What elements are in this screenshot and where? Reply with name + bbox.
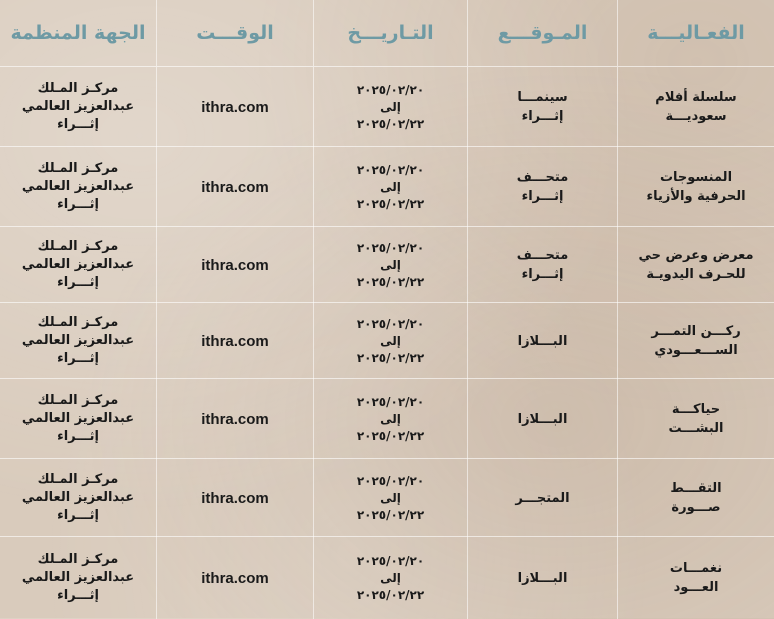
cell-event: [617, 227, 774, 303]
cell-date-text: [357, 316, 424, 367]
cell-time: [156, 303, 313, 379]
cell-location-text: [518, 410, 568, 429]
cell-location-text: [518, 332, 568, 351]
table-header-row: [0, 0, 774, 66]
cell-event: [617, 147, 774, 227]
cell-organizer: [0, 379, 156, 459]
cell-organizer: [0, 459, 156, 537]
cell-organizer-text: [22, 551, 134, 605]
cell-date: [313, 147, 467, 227]
cell-date: [313, 303, 467, 379]
cell-date-text: [357, 553, 424, 604]
table-row: [0, 66, 774, 147]
cell-date-text: [357, 240, 424, 291]
cell-event-line: التقـــط: [670, 481, 722, 496]
cell-organizer: [0, 537, 156, 619]
cell-organizer-text: [22, 314, 134, 368]
cell-date-text: [357, 473, 424, 524]
cell-organizer-line: عبدالعزيز العالمي: [21, 490, 135, 505]
cell-organizer: [0, 147, 156, 227]
cell-date-text: [357, 162, 424, 213]
cell-date-line: ٢٠٢٥/٠٢/٢٠: [356, 240, 425, 255]
cell-time: [156, 227, 313, 303]
cell-date: [313, 227, 467, 303]
cell-location: [467, 303, 617, 379]
cell-date-line: ٢٠٢٥/٠٢/٢٢: [356, 507, 425, 522]
cell-location-text: [517, 246, 569, 284]
cell-date-line: ٢٠٢٥/٠٢/٢٢: [356, 587, 425, 602]
cell-date-line: إلى: [380, 333, 401, 348]
cell-time-text: ithra.com: [201, 410, 269, 428]
header-time: الوقـــت: [156, 0, 313, 66]
cell-event-text: [646, 168, 745, 206]
cell-event-line: العـــود: [673, 580, 719, 595]
cell-event-text: [651, 322, 740, 360]
cell-location-line: سينمـــا: [517, 90, 568, 105]
cell-time: [156, 147, 313, 227]
cell-organizer-line: عبدالعزيز العالمي: [21, 333, 135, 348]
header-location: المـوقـــع: [467, 0, 617, 66]
cell-date: [313, 537, 467, 619]
cell-organizer-text: [22, 471, 134, 525]
cell-event: [617, 537, 774, 619]
cell-date-line: إلى: [380, 179, 401, 194]
cell-event-line: صـــورة: [671, 500, 721, 515]
cell-time-text: ithra.com: [201, 178, 269, 196]
cell-organizer-line: عبدالعزيز العالمي: [21, 411, 135, 426]
cell-organizer-line: عبدالعزيز العالمي: [21, 570, 135, 585]
cell-organizer-line: عبدالعزيز العالمي: [21, 179, 135, 194]
cell-location-text: [518, 569, 568, 588]
cell-organizer-line: إثـــراء: [57, 588, 99, 603]
cell-date-text: [357, 394, 424, 445]
cell-time: [156, 67, 313, 147]
cell-organizer-text: [22, 392, 134, 446]
cell-time-text: ithra.com: [201, 569, 269, 587]
table-row: [0, 536, 774, 619]
cell-time: [156, 379, 313, 459]
cell-organizer-line: إثـــراء: [57, 351, 99, 366]
cell-time-text: ithra.com: [201, 98, 269, 116]
cell-organizer-text: [22, 238, 134, 292]
cell-date-text: [357, 82, 424, 133]
cell-event-line: الســـعـــودي: [654, 343, 738, 358]
cell-date-line: ٢٠٢٥/٠٢/٢٠: [356, 553, 425, 568]
cell-event: [617, 303, 774, 379]
cell-organizer: [0, 67, 156, 147]
cell-event-text: [670, 559, 722, 597]
cell-organizer-line: مركـز المـلك: [37, 81, 119, 96]
cell-event: [617, 67, 774, 147]
cell-location-line: البـــلازا: [517, 570, 568, 586]
cell-event-text: [655, 88, 736, 126]
cell-event-line: حياكـــة: [671, 402, 721, 417]
cell-location: [467, 147, 617, 227]
cell-organizer-text: [22, 160, 134, 214]
cell-location-text: [517, 88, 567, 126]
cell-event-text: [669, 400, 724, 438]
table-row: [0, 302, 774, 379]
cell-event-text: [670, 479, 721, 517]
cell-organizer-line: مركـز المـلك: [37, 472, 119, 487]
cell-date-line: إلى: [380, 411, 401, 426]
cell-time: [156, 459, 313, 537]
cell-organizer-text: [22, 80, 134, 134]
table-row: [0, 226, 774, 303]
cell-location-line: إثـــراء: [521, 267, 564, 282]
cell-organizer-line: إثـــراء: [57, 117, 99, 132]
cell-date-line: ٢٠٢٥/٠٢/٢٠: [356, 316, 425, 331]
cell-date-line: ٢٠٢٥/٠٢/٢٢: [356, 196, 425, 211]
cell-date-line: ٢٠٢٥/٠٢/٢٢: [356, 350, 425, 365]
table-row: [0, 146, 774, 227]
cell-location: [467, 227, 617, 303]
cell-date: [313, 459, 467, 537]
cell-organizer-line: مركـز المـلك: [37, 239, 119, 254]
cell-organizer-line: إثـــراء: [57, 508, 99, 523]
cell-organizer: [0, 227, 156, 303]
cell-date-line: ٢٠٢٥/٠٢/٢٠: [356, 473, 425, 488]
cell-date-line: ٢٠٢٥/٠٢/٢٢: [356, 274, 425, 289]
cell-date-line: إلى: [380, 490, 401, 505]
cell-event-line: نغمـــات: [669, 561, 723, 576]
cell-event-line: المنسوجات: [659, 170, 733, 185]
cell-location: [467, 537, 617, 619]
cell-organizer: [0, 303, 156, 379]
cell-organizer-line: مركـز المـلك: [37, 315, 119, 330]
cell-event-line: سعوديـــة: [665, 109, 727, 124]
cell-location-line: البـــلازا: [517, 333, 568, 349]
cell-event-text: [638, 246, 753, 284]
cell-location-line: المتجـــر: [515, 490, 570, 506]
cell-organizer-line: إثـــراء: [57, 197, 99, 212]
cell-date-line: ٢٠٢٥/٠٢/٢٠: [356, 394, 425, 409]
cell-event-line: سلسلة أفلام: [655, 90, 737, 105]
cell-date-line: إلى: [380, 570, 401, 585]
cell-location-line: إثـــراء: [521, 109, 564, 124]
cell-date-line: ٢٠٢٥/٠٢/٢٠: [356, 82, 425, 97]
cell-organizer-line: عبدالعزيز العالمي: [21, 257, 135, 272]
cell-date: [313, 67, 467, 147]
cell-date: [313, 379, 467, 459]
cell-event-line: ركـــن التمـــر: [651, 324, 741, 339]
cell-date-line: ٢٠٢٥/٠٢/٢٢: [356, 116, 425, 131]
cell-location: [467, 379, 617, 459]
cell-organizer-line: عبدالعزيز العالمي: [21, 99, 135, 114]
cell-location-line: البـــلازا: [517, 411, 568, 427]
cell-date-line: ٢٠٢٥/٠٢/٢٢: [356, 428, 425, 443]
table-row: [0, 378, 774, 459]
cell-event-line: للحـرف اليدويـة: [646, 267, 746, 282]
cell-date-line: إلى: [380, 99, 401, 114]
cell-location-line: متحـــف: [516, 248, 569, 263]
cell-location: [467, 67, 617, 147]
header-event: الفعـاليـــة: [617, 0, 774, 66]
cell-time-text: ithra.com: [201, 489, 269, 507]
cell-date-line: إلى: [380, 257, 401, 272]
header-organizer: الجهة المنظمة: [10, 22, 146, 44]
cell-organizer-line: إثـــراء: [57, 429, 99, 444]
header-date: التـاريـــخ: [313, 0, 467, 66]
cell-time-text: ithra.com: [201, 332, 269, 350]
cell-organizer-line: مركـز المـلك: [37, 161, 119, 176]
cell-event: [617, 379, 774, 459]
cell-organizer-line: مركـز المـلك: [37, 393, 119, 408]
cell-event: [617, 459, 774, 537]
cell-event-line: الحرفية والأزياء: [646, 189, 746, 204]
cell-event-line: البشـــت: [668, 421, 724, 436]
cell-event-line: معرض وعرض حي: [638, 248, 754, 263]
cell-location-line: متحـــف: [516, 170, 569, 185]
table-row: [0, 458, 774, 537]
cell-location-line: إثـــراء: [521, 189, 564, 204]
cell-time-text: ithra.com: [201, 256, 269, 274]
cell-location: [467, 459, 617, 537]
cell-date-line: ٢٠٢٥/٠٢/٢٠: [356, 162, 425, 177]
cell-organizer-line: مركـز المـلك: [37, 552, 119, 567]
cell-location-text: [517, 168, 569, 206]
cell-organizer-line: إثـــراء: [57, 275, 99, 290]
cell-location-text: [515, 489, 569, 508]
cell-time: [156, 537, 313, 619]
